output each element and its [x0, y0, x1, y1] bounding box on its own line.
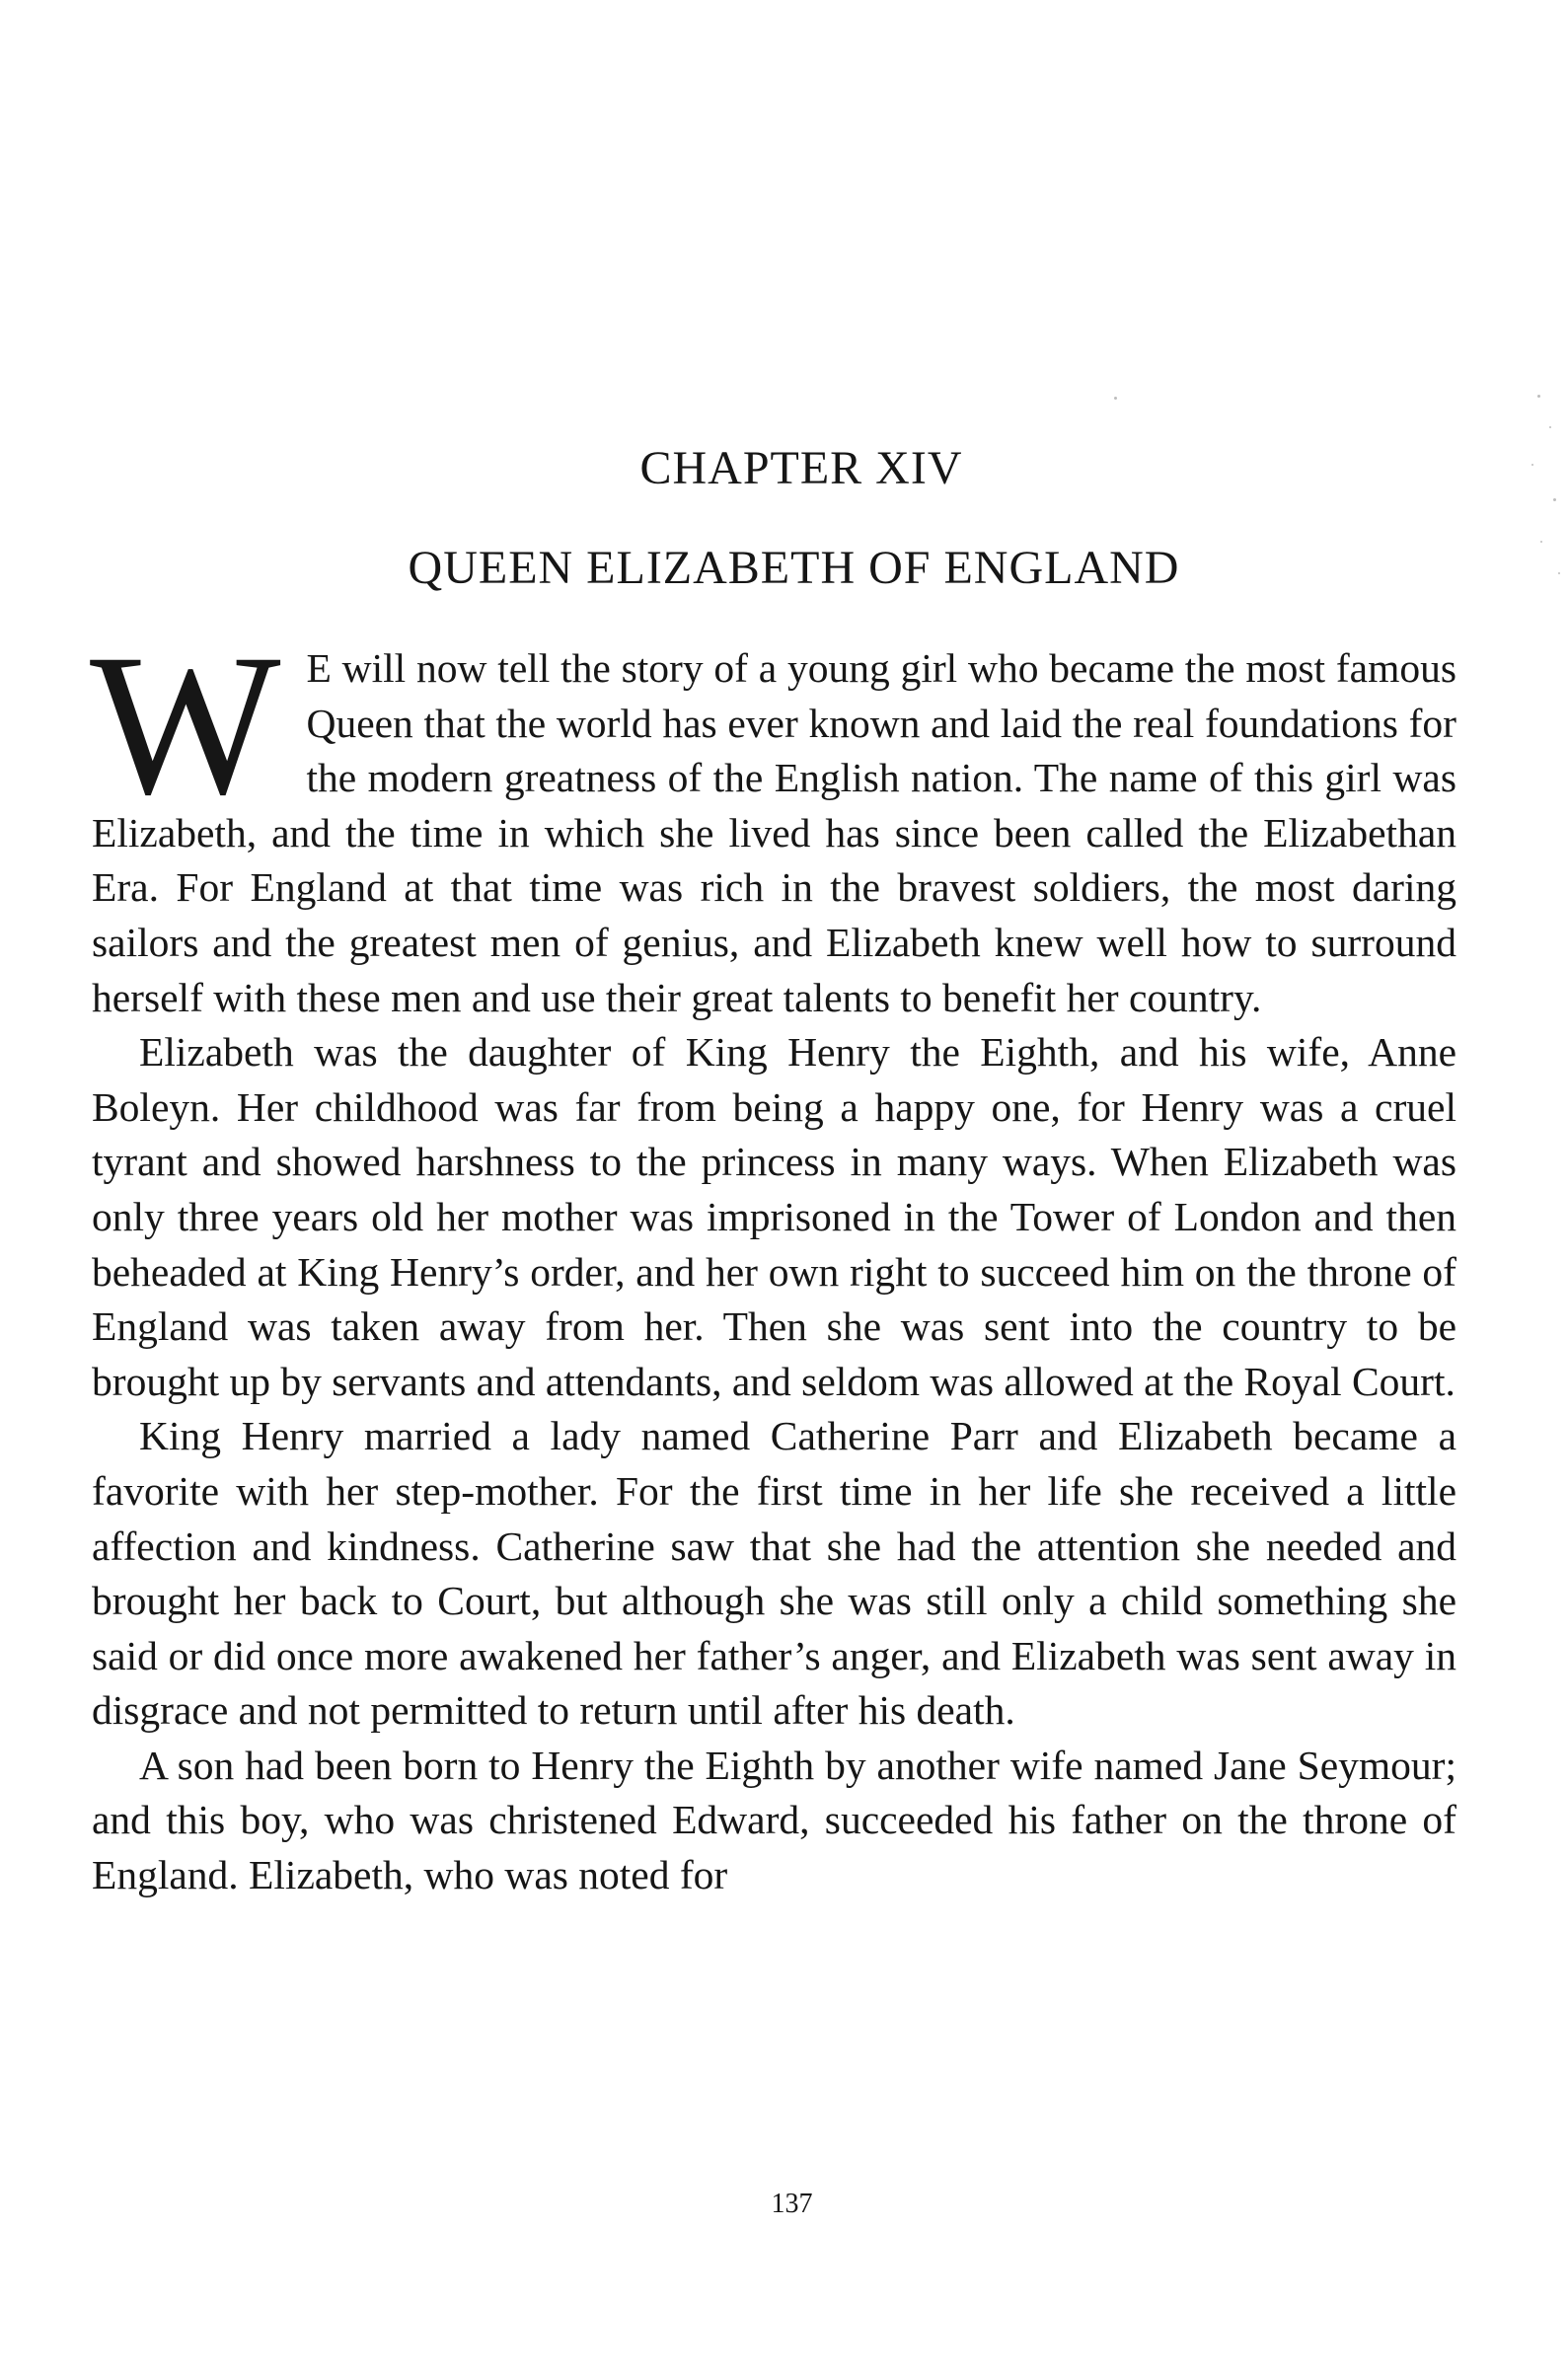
chapter-title: QUEEN ELIZABETH OF ENGLAND	[408, 542, 1180, 594]
paragraph-1-text: E will now tell the story of a young girl who became the most famous Queen that the world has ever known and laid the real foundations for the modern greatness of the English nation. The name of this girl was Elizabeth, and the time in which she lived has since been called the Elizabethan Era. For England at that time was rich in the bravest soldiers, the most daring sailors and the greatest men of genius, and Elizabeth knew well how to surround herself with these men and use their great talents to benefit her country.	[92, 645, 1456, 1020]
scan-speck	[1537, 395, 1540, 398]
scan-speck	[1549, 426, 1551, 428]
scan-speck	[1540, 541, 1542, 543]
scan-speck	[1114, 397, 1117, 400]
page-number: 137	[771, 2189, 813, 2219]
chapter-body	[90, 613, 1456, 1903]
paragraph-2: Elizabeth was the daughter of King Henry the Eighth, and his wife, Anne Boleyn. Her childhood was far from being a happy one, for Henry was a cruel tyrant and showed harshness to the princess in many ways. When Elizabeth was only three years old her mother was imprisoned in the Tower of London and then beheaded at King Henry’s order, and her own right to succeed him on the throne of England was taken away from her. Then she was sent into the country to be brought up by servants and attendants, and seldom was allowed at the Royal Court.	[92, 1029, 1456, 1404]
chapter-number: CHAPTER XIV	[639, 442, 963, 494]
paragraph-3: King Henry married a lady named Catherine Parr and Elizabeth became a favorite with her step-mother. For the first time in her life she received a little affection and kindness. Catherine saw that she had the attention she needed and brought her back to Court, but although she was still only a child something she said or did once more awakened her father’s anger, and Elizabeth was sent away in disgrace and not permitted to return until after his death.	[92, 1413, 1456, 1734]
scan-speck	[1531, 464, 1533, 466]
drop-cap: W	[90, 613, 281, 837]
scan-speck	[1553, 498, 1556, 501]
scan-speck	[1558, 572, 1560, 574]
paragraph-1	[90, 613, 1456, 1025]
paragraph-4: A son had been born to Henry the Eighth by another wife named Jane Seymour; and this boy, who was christened Edward, succeeded his father on the throne of England. Elizabeth, who was noted for	[92, 1742, 1456, 1898]
